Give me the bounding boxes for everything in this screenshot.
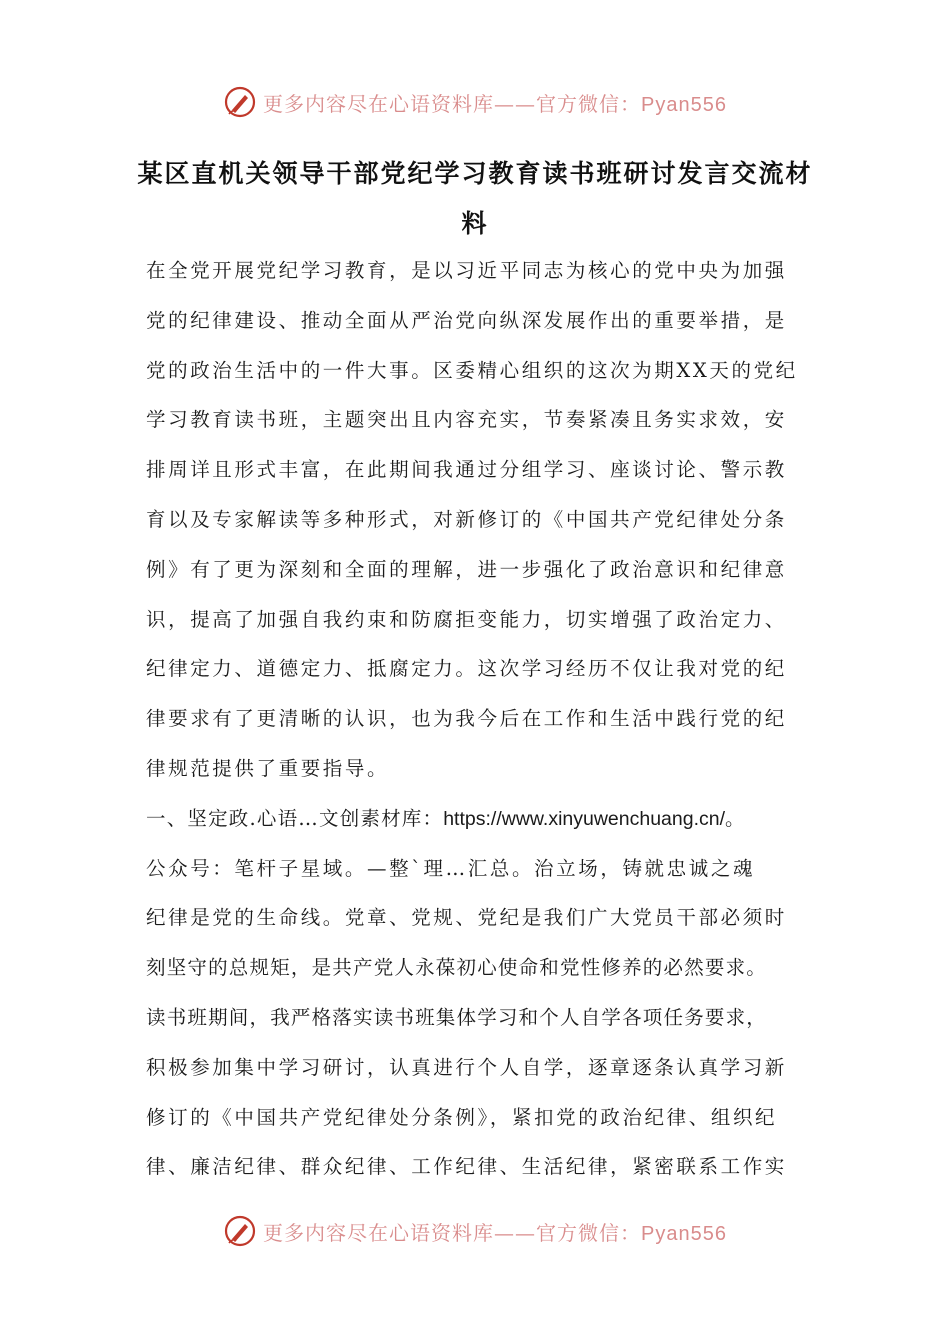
- body-line: 例》有了更为深刻和全面的理解，进一步强化了政治意识和纪律意: [146, 557, 787, 581]
- body-line: 在全党开展党纪学习教育，是以习近平同志为核心的党中央为加强: [146, 259, 787, 282]
- source-url: https://www.xinyuwenchuang.cn/: [443, 807, 726, 830]
- document-body: [146, 246, 826, 1192]
- brand-wechat-id: Pyan556: [641, 93, 727, 116]
- brand-slogan: 更多内容尽在心语资料库: [263, 1220, 495, 1245]
- brand-dash: ——: [494, 1220, 537, 1245]
- body-line: 律规范提供了重要指导。: [146, 756, 390, 780]
- pen-logo-icon: [223, 1214, 257, 1248]
- section-line: 公众号：笔杆子星域。—整`理…汇总。治立场，铸就忠诚之魂: [146, 856, 756, 880]
- brand-wechat-label: 官方微信：: [536, 91, 642, 116]
- body-line: 党的政治生活中的一件大事。区委精心组织的这次为期XX天的党纪: [146, 358, 798, 382]
- brand-slogan: 更多内容尽在心语资料库: [263, 91, 495, 116]
- body-line: 律要求有了更清晰的认识，也为我今后在工作和生活中践行党的纪: [146, 707, 787, 731]
- section-line: 读书班期间，我严格落实读书班集体学习和个人自学各项任务要求，: [146, 1005, 768, 1029]
- footer-watermark: [0, 1211, 950, 1251]
- body-line: 排周详且形式丰富，在此期间我通过分组学习、座谈讨论、警示教: [146, 458, 787, 482]
- body-line: 党的纪律建设、推动全面从严治党向纵深发展作出的重要举措，是: [146, 308, 787, 332]
- section-line: 积极参加集中学习研讨，认真进行个人自学，逐章逐条认真学习新: [146, 1055, 787, 1079]
- pen-logo-icon: [223, 85, 257, 119]
- footer-watermark-text: [263, 1217, 727, 1246]
- brand-wechat-id: Pyan556: [641, 1222, 727, 1245]
- brand-dash: ——: [494, 91, 537, 116]
- body-line: 纪律定力、道德定力、抵腐定力。这次学习经历不仅让我对党的纪: [146, 657, 787, 681]
- document-title-line-2: 料: [461, 209, 489, 238]
- section-line: 纪律是党的生命线。党章、党规、党纪是我们广大党员干部必须时: [146, 906, 787, 930]
- section-line: 律、廉洁纪律、群众纪律、工作纪律、生活纪律，紧密联系工作实: [146, 1155, 787, 1179]
- header-watermark: [0, 82, 950, 122]
- section-line: 修订的《中国共产党纪律处分条例》，紧扣党的政治纪律、组织纪: [146, 1105, 778, 1129]
- section-heading-prefix: 一、坚定政.心语…文创素材库：: [146, 806, 444, 830]
- body-line: 学习教育读书班，主题突出且内容充实，节奏紧凑且务实求效，安: [146, 408, 787, 432]
- brand-wechat-label: 官方微信：: [536, 1220, 642, 1245]
- body-line: 识，提高了加强自我约束和防腐拒变能力，切实增强了政治定力、: [146, 607, 787, 631]
- body-line: 育以及专家解读等多种形式，对新修订的《中国共产党纪律处分条: [146, 507, 787, 531]
- section-heading-line: [146, 794, 826, 844]
- section-heading-suffix: 。: [725, 806, 746, 830]
- document-title-line-1: 某区直机关领导干部党纪学习教育读书班研讨发言交流材: [137, 159, 813, 188]
- section-line: 刻坚守的总规矩，是共产党人永葆初心使命和党性修养的必然要求。: [146, 956, 768, 980]
- header-watermark-text: [263, 88, 727, 117]
